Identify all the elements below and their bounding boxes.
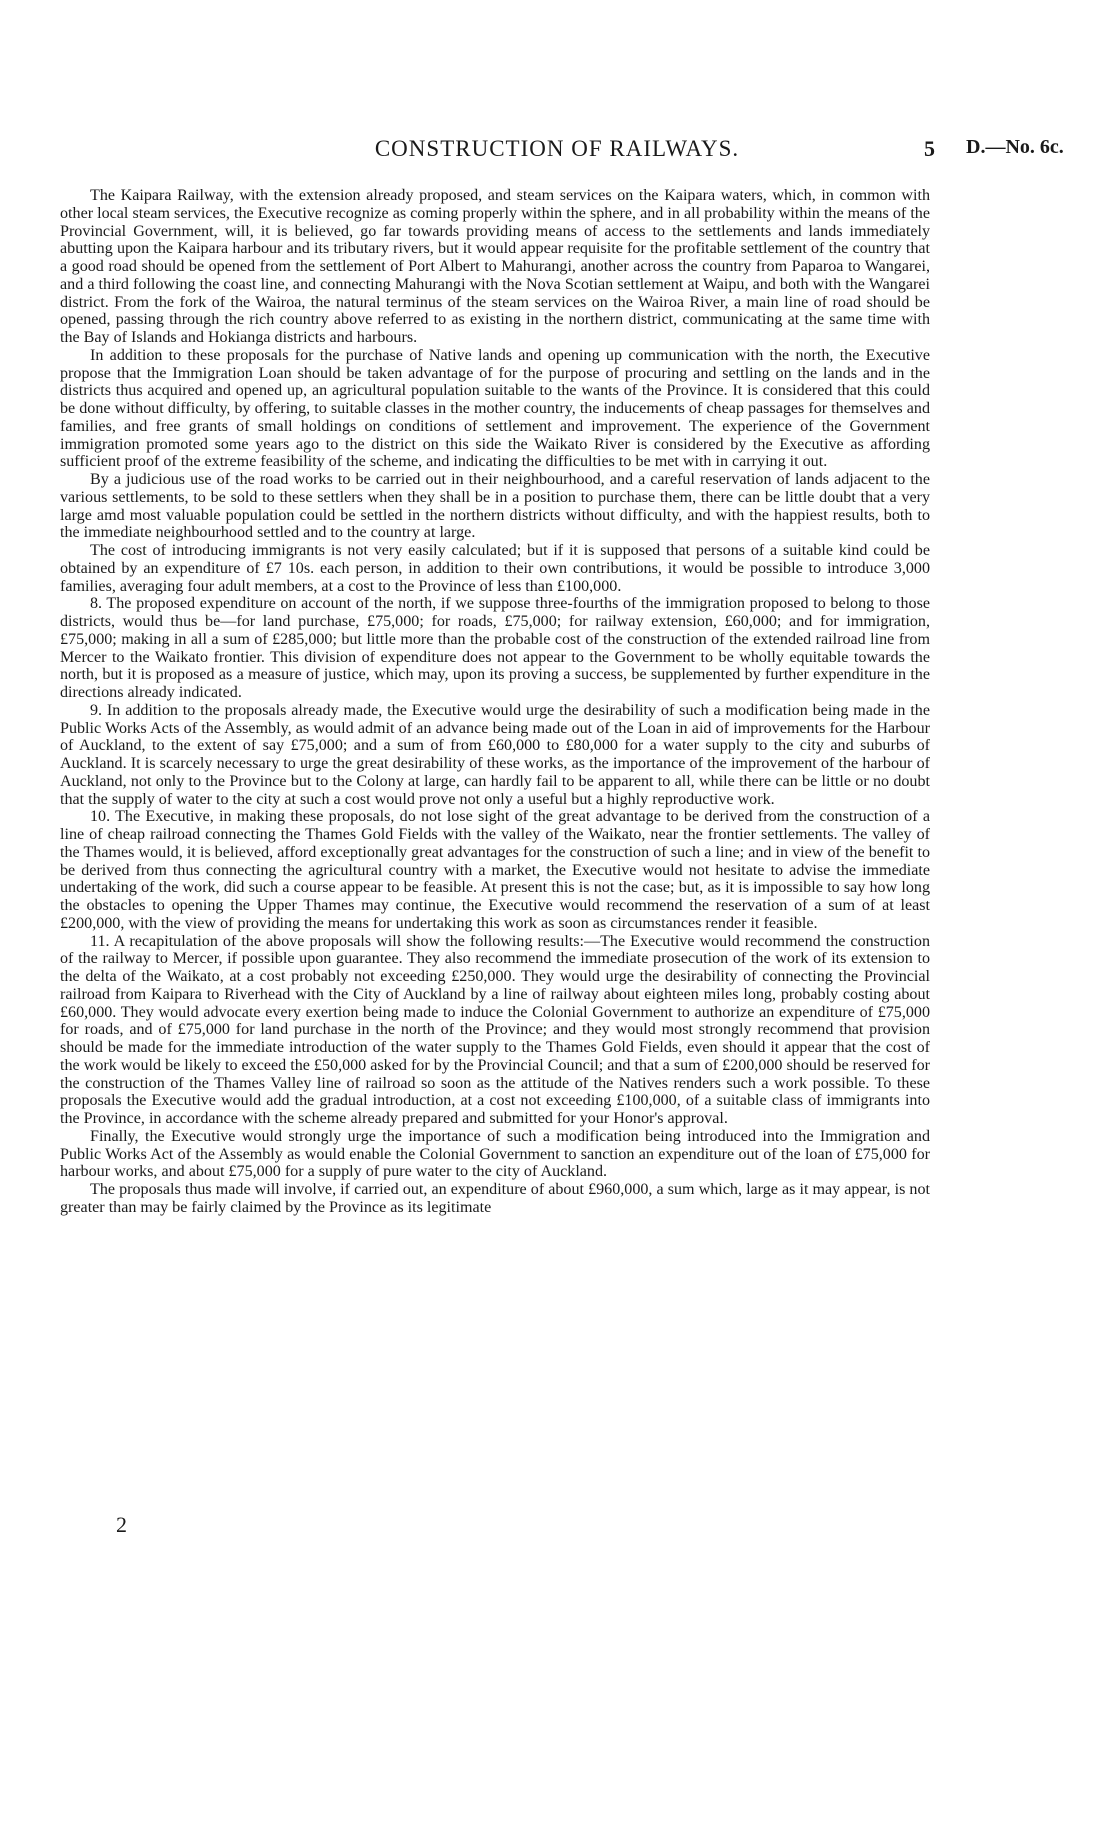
page-header <box>0 136 1114 166</box>
paragraph: The proposals thus made will involve, if carried out, an expenditure of about £960,000, a sum which, large as it may appear, is not greater than may be fairly claimed by the Province as its legitimate <box>60 1181 930 1216</box>
paragraph: Finally, the Executive would strongly urge the importance of such a modification being introduced into the Immigration and Public Works Act of the Assembly as would enable the Colonial Government to sanction an expenditure out of the loan of £75,000 for harbour works, and about £75,000 for a supply of pure water to the city of Auckland. <box>60 1127 930 1181</box>
paragraph: The Kaipara Railway, with the extension already proposed, and steam services on the Kaipara waters, which, in common with other local steam services, the Executive recognize as coming properly within the sphere, and in all probability within the means of the Provincial Government, will, it is believed, go far towards providing means of access to the settlements and lands immediately abutting upon the Kaipara harbour and its tributary rivers, but it would appear requisite for the profitable settlement of the country that a good road should be opened from the settlement of Port Albert to Mahurangi, another across the country from Paparoa to Wangarei, and a third following the coast line, and connecting Mahurangi with the Nova Scotian settlement at Waipu, and both with the Wangarei district. From the fork of the Wairoa, the natural terminus of the steam services on the Wairoa River, a main line of road should be opened, passing through the rich country above referred to as existing in the northern district, communicating at the same time with the Bay of Islands and Hokianga districts and harbours. <box>60 187 930 346</box>
paragraph-11: 11. A recapitulation of the above proposals will show the following results:—The Executive would recommend the construction of the railway to Mercer, if possible upon guarantee. They also recommend the immediate prosecution of the work of its extension to the delta of the Waikato, at a cost probably not exceeding £250,000. They would urge the desirability of connecting the Provincial railroad from Kaipara to Riverhead with the City of Auckland by a line of railway about eighteen miles long, probably costing about £60,000. They would advocate every exertion being made to induce the Colonial Government to authorize an expenditure of £75,000 for roads, and of £75,000 for land purchase in the north of the Province; and they would most strongly recommend that provision should be made for the immediate introduction of the water supply to the Thames Gold Fields, even should it appear that the cost of the work would be likely to exceed the £50,000 asked for by the Provincial Council; and that a sum of £200,000 should be reserved for the construction of the Thames Valley line of railroad so soon as the attitude of the Natives renders such a work possible. To these proposals the Executive would add the gradual introduction, at a cost not exceeding £100,000, of a suitable class of immigrants into the Province, in accordance with the scheme already prepared and submitted for your Honor's approval. <box>60 932 930 1127</box>
page-title: CONSTRUCTION OF RAILWAYS. <box>374 136 740 161</box>
document-reference: D.—No. 6c. <box>966 136 1064 158</box>
paragraph: The cost of introducing immigrants is not very easily calculated; but if it is supposed that persons of a suitable kind could be obtained by an expenditure of £7 10s. each person, in addition to their own contributions, it would be possible to introduce 3,000 families, averaging four adult members, at a cost to the Province of less than £100,000. <box>60 542 930 595</box>
signature-mark: 2 <box>116 1512 127 1537</box>
page-number: 5 <box>924 136 935 161</box>
paragraph-9: 9. In addition to the proposals already made, the Executive would urge the desirability of such a modification being made in the Public Works Acts of the Assembly, as would admit of an advance being made out of the Loan in aid of improvements for the Harbour of Auckland, to the extent of say £75,000; and a sum of from £60,000 to £80,000 for a water supply to the city and suburbs of Auckland. It is scarcely necessary to urge the great desirability of these works, as the importance of the improvement of the harbour of Auckland, not only to the Province but to the Colony at large, can hardly fail to be apparent to all, while there can be little or no doubt that the supply of water to the city at such a cost would prove not only a useful but a highly reproductive work. <box>60 701 930 808</box>
paragraph-10: 10. The Executive, in making these proposals, do not lose sight of the great advantage to be derived from the construction of a line of cheap railroad connecting the Thames Gold Fields with the valley of the Waikato, near the frontier settlements. The valley of the Thames would, it is believed, afford exceptionally great advantages for the construction of such a line; and in view of the benefit to be derived from thus connecting the agricultural country with a market, the Executive would not hesitate to advise the immediate undertaking of the work, did such a course appear to be feasible. At present this is not the case; but, as it is impossible to say how long the obstacles to opening the Upper Thames may continue, the Executive would recommend the reservation of a sum of at least £200,000, with the view of providing the means for undertaking this work as soon as circumstances render it feasible. <box>60 808 930 932</box>
paragraph: In addition to these proposals for the purchase of Native lands and opening up communication with the north, the Executive propose that the Immigration Loan should be taken advantage of for the purpose of procuring and settling on the lands and in the districts thus acquired and opened up, an agricultural population suitable to the wants of the Province. It is considered that this could be done without difficulty, by offering, to suitable classes in the mother country, the inducements of cheap passages for themselves and families, and free grants of small holdings on conditions of settlement and improvement. The experience of the Government immigration promoted some years ago to the district on this side the Waikato River is considered by the Executive as affording sufficient proof of the extreme feasibility of the scheme, and indicating the difficulties to be met with in carrying it out. <box>60 346 930 471</box>
body-text <box>60 187 930 1217</box>
paragraph: By a judicious use of the road works to be carried out in their neighbourhood, and a careful reservation of lands adjacent to the various settlements, to be sold to these settlers when they shall be in a position to purchase them, there can be little doubt that a very large amd most valuable population could be settled in the northern districts without difficulty, and with the happiest results, both to the immediate neighbourhood settled and to the country at large. <box>60 471 930 542</box>
paragraph-8: 8. The proposed expenditure on account of the north, if we suppose three-fourths of the immigration proposed to belong to those districts, would thus be—for land purchase, £75,000; for roads, £75,000; for railway extension, £60,000; and for immigration, £75,000; making in all a sum of £285,000; but little more than the probable cost of the construction of the extended railroad line from Mercer to the Waikato frontier. This division of expenditure does not appear to the Government to be wholly equitable towards the north, but it is proposed as a measure of justice, which may, upon its proving a success, be supplemented by further expenditure in the directions already indicated. <box>60 595 930 701</box>
